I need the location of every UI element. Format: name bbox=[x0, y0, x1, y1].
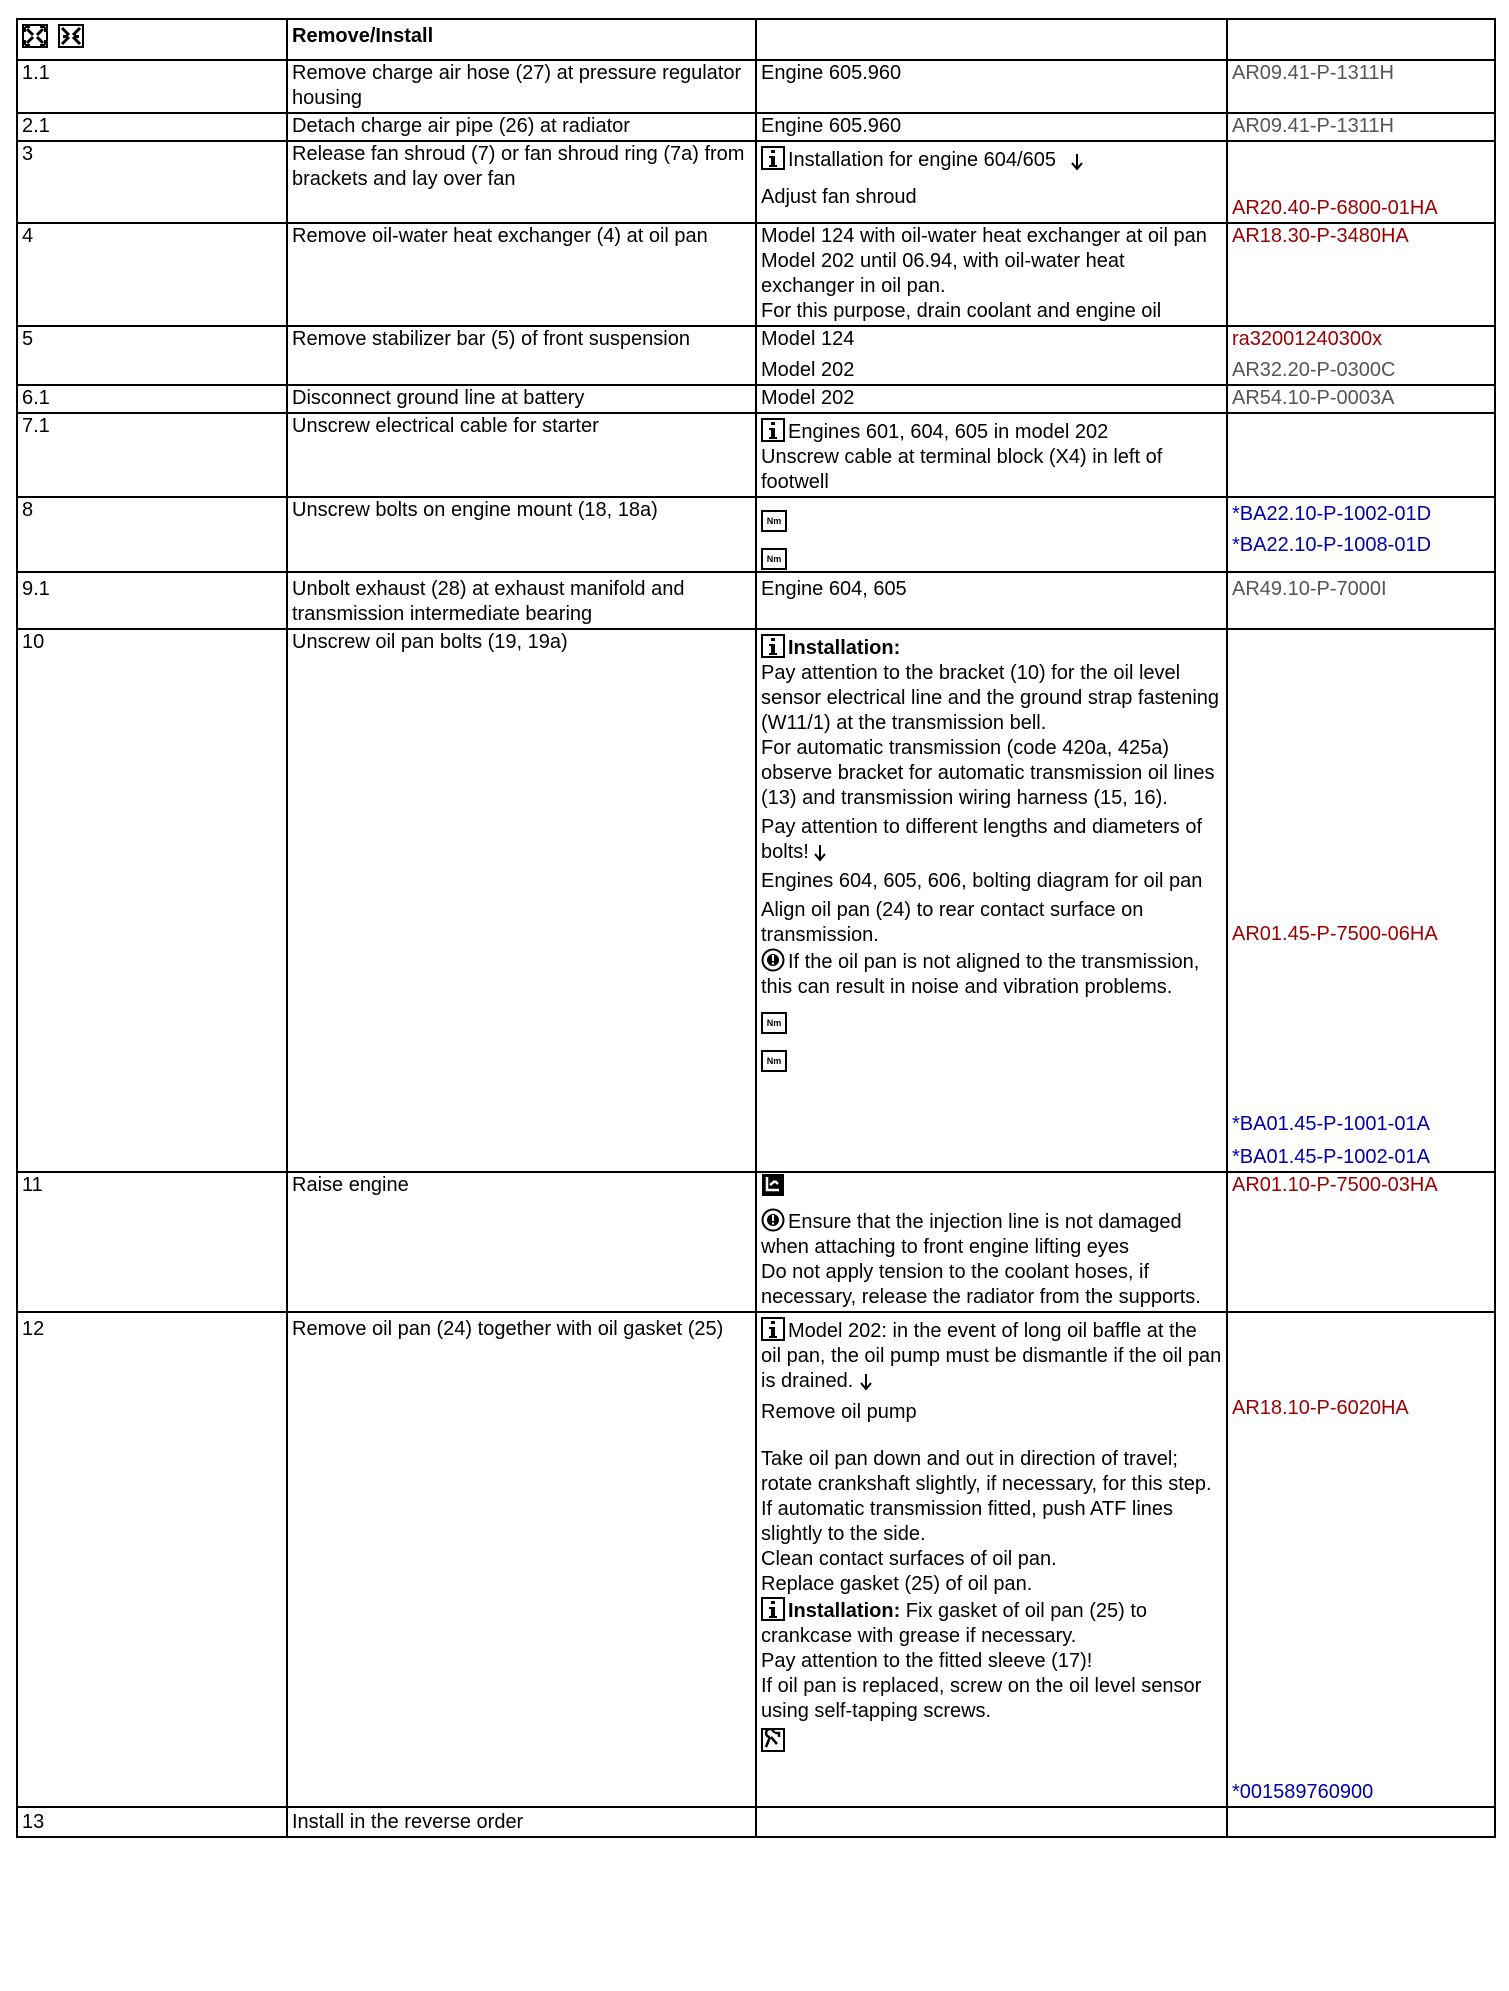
note-line: Align oil pan (24) to rear contact surface on transmission. bbox=[761, 899, 1144, 946]
arrow-down-icon bbox=[813, 843, 827, 863]
step-notes bbox=[756, 1172, 1227, 1312]
step-action: Unscrew bolts on engine mount (18, 18a) bbox=[287, 497, 756, 572]
note-line: Pay attention to the bracket (10) for the oil level sensor electrical line and the ground strap fastening (W11/1) at the transmission bell. bbox=[761, 662, 1220, 734]
step-number: 4 bbox=[17, 223, 287, 326]
installation-heading: Installation: bbox=[788, 637, 901, 659]
ref-cell bbox=[1227, 326, 1495, 385]
table-row bbox=[17, 223, 1495, 326]
step-note: Engine 605.960 bbox=[756, 113, 1227, 141]
step-action: Release fan shroud (7) or fan shroud ring (7a) from brackets and lay over fan bbox=[287, 141, 756, 223]
note-line: Do not apply tension to the coolant hoses, if necessary, release the radiator from the supports. bbox=[761, 1261, 1201, 1308]
step-number: 3 bbox=[17, 141, 287, 223]
note-line: If the oil pan is not aligned to the transmission, this can result in noise and vibration problems. bbox=[761, 951, 1200, 998]
ref-cell-empty bbox=[1227, 413, 1495, 497]
step-action: Unscrew oil pan bolts (19, 19a) bbox=[287, 629, 756, 1172]
ref-cell bbox=[1227, 497, 1495, 572]
step-number: 11 bbox=[17, 1172, 287, 1312]
table-row bbox=[17, 141, 1495, 223]
ref-link[interactable]: *BA01.45-P-1001-01A bbox=[1232, 1113, 1430, 1135]
step-number: 9.1 bbox=[17, 572, 287, 629]
ref-link[interactable]: ra32001240300x bbox=[1232, 328, 1383, 350]
note-line: Model 124 with oil-water heat exchanger at oil pan bbox=[761, 225, 1207, 247]
step-number: 13 bbox=[17, 1807, 287, 1837]
step-action: Remove stabilizer bar (5) of front suspension bbox=[287, 326, 756, 385]
info-icon bbox=[761, 146, 785, 170]
ref-link[interactable]: AR01.45-P-7500-06HA bbox=[1232, 923, 1438, 945]
info-icon bbox=[761, 634, 785, 658]
caution-icon bbox=[761, 1208, 785, 1232]
note-line: Adjust fan shroud bbox=[761, 186, 917, 208]
table-row bbox=[17, 60, 1495, 113]
ref-cell bbox=[1227, 141, 1495, 223]
ref-link[interactable]: AR20.40-P-6800-01HA bbox=[1232, 197, 1438, 219]
step-number: 5 bbox=[17, 326, 287, 385]
step-number: 7.1 bbox=[17, 413, 287, 497]
step-number: 6.1 bbox=[17, 385, 287, 413]
ref-link[interactable]: *BA22.10-P-1008-01D bbox=[1232, 534, 1432, 556]
note-line: Model 202 until 06.94, with oil-water heat exchanger in oil pan. bbox=[761, 250, 1125, 297]
note-line: Model 202 bbox=[761, 359, 855, 381]
torque-icon: Nm bbox=[761, 1050, 787, 1072]
arrow-down-icon bbox=[1070, 152, 1084, 172]
ref-link[interactable]: AR01.10-P-7500-03HA bbox=[1232, 1174, 1438, 1196]
step-note: Engine 604, 605 bbox=[756, 572, 1227, 629]
note-line: Engines 601, 604, 605 in model 202 bbox=[788, 421, 1109, 443]
step-action: Detach charge air pipe (26) at radiator bbox=[287, 113, 756, 141]
step-notes bbox=[756, 223, 1227, 326]
ref-link[interactable]: AR18.10-P-6020HA bbox=[1232, 1397, 1409, 1419]
ref-link[interactable]: AR49.10-P-7000I bbox=[1227, 572, 1495, 629]
torque-icon: Nm bbox=[761, 1012, 787, 1034]
ref-cell bbox=[1227, 1172, 1495, 1312]
lifting-tool-icon bbox=[761, 1173, 785, 1197]
note-line: Take oil pan down and out in direction of travel; rotate crankshaft slightly, if necessary, for this step. bbox=[761, 1448, 1212, 1495]
step-number: 10 bbox=[17, 629, 287, 1172]
table-row bbox=[17, 326, 1495, 385]
arrow-down-icon bbox=[859, 1372, 873, 1392]
step-note: Engine 605.960 bbox=[756, 60, 1227, 113]
note-line: Ensure that the injection line is not damaged when attaching to front engine lifting eyes bbox=[761, 1211, 1182, 1258]
step-action: Disconnect ground line at battery bbox=[287, 385, 756, 413]
table-row bbox=[17, 1172, 1495, 1312]
ref-link[interactable]: AR09.41-P-1311H bbox=[1227, 60, 1495, 113]
note-line: Model 202: in the event of long oil baffle at the oil pan, the oil pump must be dismantle if the oil pan is drained. bbox=[761, 1320, 1222, 1392]
installation-note: Installation for engine 604/605 bbox=[788, 149, 1056, 171]
note-line: Pay attention to the fitted sleeve (17)! bbox=[761, 1650, 1093, 1672]
ref-link[interactable]: AR32.20-P-0300C bbox=[1232, 359, 1396, 381]
table-row bbox=[17, 385, 1495, 413]
note-line: Clean contact surfaces of oil pan. bbox=[761, 1548, 1057, 1570]
special-tool-icon bbox=[761, 1728, 785, 1752]
step-note-empty bbox=[756, 1807, 1227, 1837]
step-number: 8 bbox=[17, 497, 287, 572]
step-notes bbox=[756, 1312, 1227, 1807]
ref-link[interactable]: AR54.10-P-0003A bbox=[1227, 385, 1495, 413]
caution-icon bbox=[761, 948, 785, 972]
note-line: If oil pan is replaced, screw on the oil level sensor using self-tapping screws. bbox=[761, 1675, 1202, 1722]
table-row bbox=[17, 629, 1495, 1172]
ref-link[interactable]: AR18.30-P-3480HA bbox=[1227, 223, 1495, 326]
step-action: Install in the reverse order bbox=[287, 1807, 756, 1837]
torque-icon: Nm bbox=[761, 510, 787, 532]
ref-link[interactable]: AR09.41-P-1311H bbox=[1227, 113, 1495, 141]
step-notes bbox=[756, 326, 1227, 385]
install-icon bbox=[58, 24, 84, 48]
header-empty-4 bbox=[1227, 19, 1495, 60]
header-icons-cell bbox=[17, 19, 287, 60]
note-line: If automatic transmission fitted, push ATF lines slightly to the side. bbox=[761, 1498, 1174, 1545]
table-row bbox=[17, 497, 1495, 572]
procedure-table bbox=[16, 18, 1496, 1838]
step-number: 12 bbox=[17, 1312, 287, 1807]
header-title: Remove/Install bbox=[287, 19, 756, 60]
note-line: Engines 604, 605, 606, bolting diagram for oil pan bbox=[761, 870, 1203, 892]
step-action: Unbolt exhaust (28) at exhaust manifold and transmission intermediate bearing bbox=[287, 572, 756, 629]
note-line: Remove oil pump bbox=[761, 1401, 917, 1423]
step-note: Model 202 bbox=[756, 385, 1227, 413]
note-line: Model 124 bbox=[761, 328, 855, 350]
table-row bbox=[17, 113, 1495, 141]
step-action: Remove oil pan (24) together with oil gasket (25) bbox=[287, 1312, 756, 1807]
step-notes bbox=[756, 629, 1227, 1172]
note-line: Unscrew cable at terminal block (X4) in left of footwell bbox=[761, 446, 1163, 493]
ref-cell-empty bbox=[1227, 1807, 1495, 1837]
ref-link[interactable]: *001589760900 bbox=[1232, 1781, 1374, 1803]
ref-cell bbox=[1227, 1312, 1495, 1807]
table-row bbox=[17, 1807, 1495, 1837]
step-action: Unscrew electrical cable for starter bbox=[287, 413, 756, 497]
step-action: Raise engine bbox=[287, 1172, 756, 1312]
step-action: Remove charge air hose (27) at pressure regulator housing bbox=[287, 60, 756, 113]
step-notes bbox=[756, 141, 1227, 223]
note-line: For this purpose, drain coolant and engine oil bbox=[761, 300, 1162, 322]
remove-icon bbox=[22, 24, 48, 48]
note-line: Replace gasket (25) of oil pan. bbox=[761, 1573, 1033, 1595]
step-action: Remove oil-water heat exchanger (4) at oil pan bbox=[287, 223, 756, 326]
note-line: For automatic transmission (code 420a, 425a) observe bracket for automatic transmission oil lines (13) and transmission wiring harness (15, 16). bbox=[761, 737, 1215, 809]
table-row bbox=[17, 572, 1495, 629]
info-icon bbox=[761, 1597, 785, 1621]
torque-icon: Nm bbox=[761, 548, 787, 570]
info-icon bbox=[761, 1317, 785, 1341]
ref-cell bbox=[1227, 629, 1495, 1172]
info-icon bbox=[761, 418, 785, 442]
header-empty-3 bbox=[756, 19, 1227, 60]
ref-link[interactable]: *BA22.10-P-1002-01D bbox=[1232, 503, 1432, 525]
step-notes bbox=[756, 413, 1227, 497]
step-notes bbox=[756, 497, 1227, 572]
note-line: Fix gasket of oil pan (25) to crankcase with grease if necessary. bbox=[761, 1600, 1148, 1647]
installation-heading: Installation: bbox=[788, 1600, 901, 1622]
ref-link[interactable]: *BA01.45-P-1002-01A bbox=[1232, 1146, 1430, 1168]
step-number: 1.1 bbox=[17, 60, 287, 113]
header-row bbox=[17, 19, 1495, 60]
table-row bbox=[17, 1312, 1495, 1807]
note-line: Pay attention to different lengths and diameters of bolts! bbox=[761, 816, 1203, 863]
step-number: 2.1 bbox=[17, 113, 287, 141]
table-row bbox=[17, 413, 1495, 497]
